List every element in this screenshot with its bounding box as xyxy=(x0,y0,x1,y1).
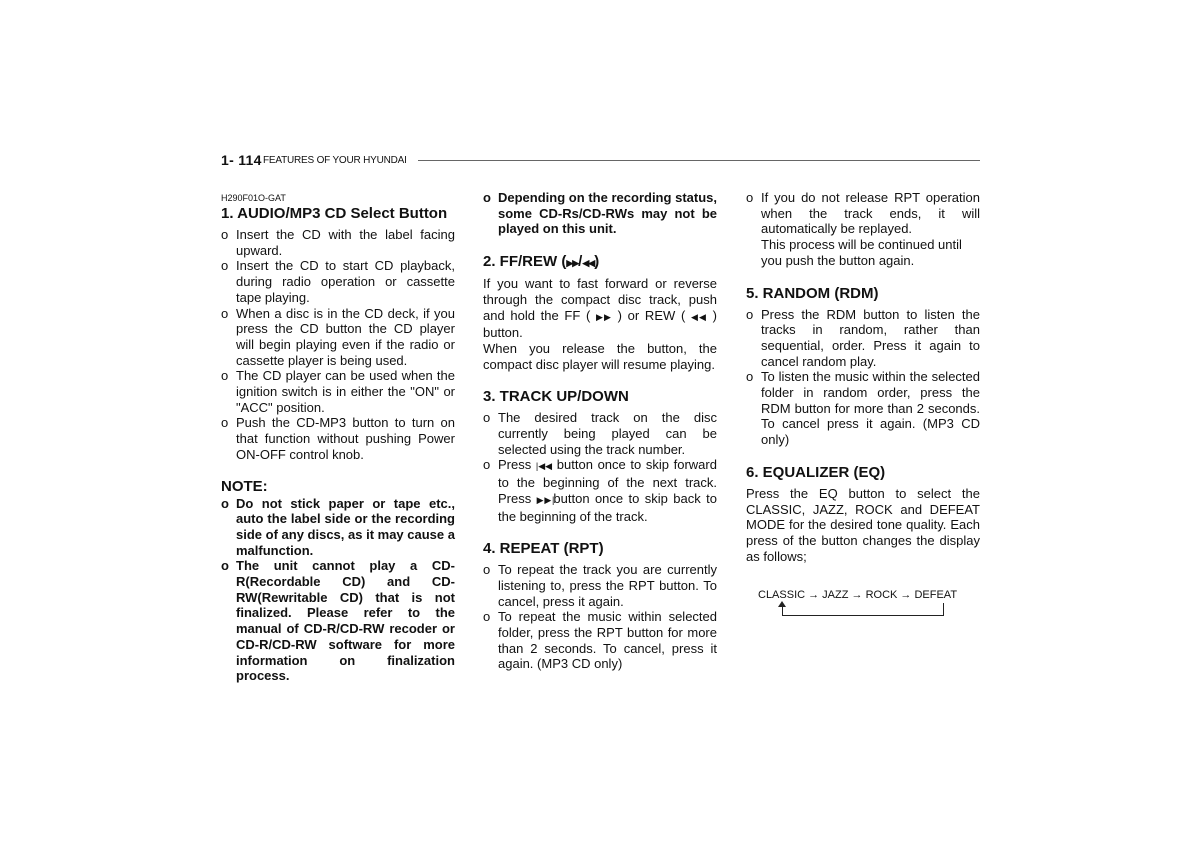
section-code: H290F01O-GAT xyxy=(221,193,286,203)
list-item: o Press the RDM button to listen the tracks in random, rather than sequential, order. Press it again to cancel random play. xyxy=(746,306,980,369)
page-number: 1- 114 xyxy=(221,152,262,168)
list-item: o The desired track on the disc currently being played can be selected using the track number. xyxy=(483,410,717,457)
arrow-up-icon xyxy=(778,601,786,607)
rew-icon: ◀◀ xyxy=(582,258,595,269)
cycle-return-line xyxy=(782,603,944,616)
list-item: o If you do not release RPT operation when the track ends, it will automatically be replayed. xyxy=(746,190,980,237)
note-title: NOTE: xyxy=(221,477,268,495)
equalizer-cycle-text: CLASSIC → JAZZ → ROCK → DEFEAT xyxy=(758,589,958,602)
list-item: o The CD player can be used when the ignition switch is in either the "ON" or "ACC" position. xyxy=(221,368,455,415)
skip-back-icon: |◀◀ xyxy=(535,461,553,472)
bullet: o xyxy=(221,227,229,242)
heading-repeat: 4. REPEAT (RPT) xyxy=(483,540,604,558)
list-item-continuation: This process will be continued until you push the button again. xyxy=(761,237,962,268)
page-header xyxy=(221,152,980,170)
list-item: o Insert the CD with the label facing upward. xyxy=(221,227,455,258)
bullet: o xyxy=(221,415,229,431)
recording-note xyxy=(483,190,717,237)
bullet: o xyxy=(221,305,229,321)
note-item: o Do not stick paper or tape etc., auto the label side or the recording side of any discs, as it may cause a malfunction. xyxy=(221,495,455,558)
heading-ff-rew: 2. FF/REW (▶▶/◀◀) xyxy=(483,253,600,271)
bullet: o xyxy=(746,369,754,385)
section-title: FEATURES OF YOUR HYUNDAI xyxy=(263,155,407,166)
heading-track: 3. TRACK UP/DOWN xyxy=(483,388,629,406)
bullet: o xyxy=(221,495,229,511)
bullet: o xyxy=(746,306,754,322)
note-block xyxy=(221,478,455,684)
note-item: o Depending on the recording status, some CD-Rs/CD-RWs may not be played on this unit. xyxy=(483,190,717,237)
bullet: o xyxy=(483,609,491,625)
list-item: o To listen the music within the selected folder in random order, press the RDM button for more than 2 seconds. To cancel press it again. (MP3 CD only) xyxy=(746,369,980,448)
list-item: o Insert the CD to start CD playback, during radio operation or cassette tape playing. xyxy=(221,258,455,305)
heading-audio-mp3: 1. AUDIO/MP3 CD Select Button xyxy=(221,205,448,222)
bullet: o xyxy=(221,258,229,274)
bullet: o xyxy=(483,562,491,578)
column-1 xyxy=(221,190,455,684)
list-item: o When a disc is in the CD deck, if you press the CD button the CD player will begin playing even if the radio or cassette player is being used. xyxy=(221,305,455,368)
note-item: o The unit cannot play a CD-R(Recordable CD) and CD-RW(Rewritable CD) that is not finalized. Please refer to the manual of CD-R/CD-RW recoder or CD-R/CD-RW software for more information on finalization process. xyxy=(221,558,455,684)
bullet: o xyxy=(483,190,491,205)
column-2 xyxy=(483,190,717,672)
ff-rew-paragraph: If you want to fast forward or reverse through the compact disc track, push and hold the FF ( ▶▶ ) or REW ( ◀◀ ) button. xyxy=(483,276,717,341)
list-item: o To repeat the track you are currently listening to, press the RPT button. To cancel, press it again. xyxy=(483,562,717,609)
heading-equalizer: 6. EQUALIZER (EQ) xyxy=(746,463,886,481)
list-item: o Press |◀◀ button once to skip forward to the beginning of the next track. Press ▶▶|button once to skip back to the beginning of the track. xyxy=(483,457,717,524)
skip-forward-icon: ▶▶| xyxy=(536,494,554,505)
rew-icon: ◀◀ xyxy=(690,311,707,322)
bullet: o xyxy=(221,558,229,574)
heading-random: 5. RANDOM (RDM) xyxy=(746,284,879,302)
bullet: o xyxy=(746,190,754,205)
column-3 xyxy=(746,190,980,618)
bullet: o xyxy=(221,368,229,384)
list-item: o To repeat the music within selected folder, press the RPT button for more than 2 seconds. To cancel, press it again. (MP3 CD only) xyxy=(483,609,717,672)
bullet: o xyxy=(483,457,491,473)
equalizer-cycle-diagram xyxy=(746,588,980,618)
bullet: o xyxy=(483,410,491,426)
ff-icon: ▶▶ xyxy=(595,311,612,322)
ff-rew-paragraph-2: When you release the button, the compact disc player will resume playing. xyxy=(483,340,717,372)
equalizer-paragraph: Press the EQ button to select the CLASSIC, JAZZ, ROCK and DEFEAT MODE for the desired tone quality. Each press of the button changes the display as follows; xyxy=(746,485,980,564)
list-item: o Push the CD-MP3 button to turn on that function without pushing Power ON-OFF control knob. xyxy=(221,415,455,462)
header-rule xyxy=(418,160,980,161)
ff-icon: ▶▶ xyxy=(566,258,579,269)
